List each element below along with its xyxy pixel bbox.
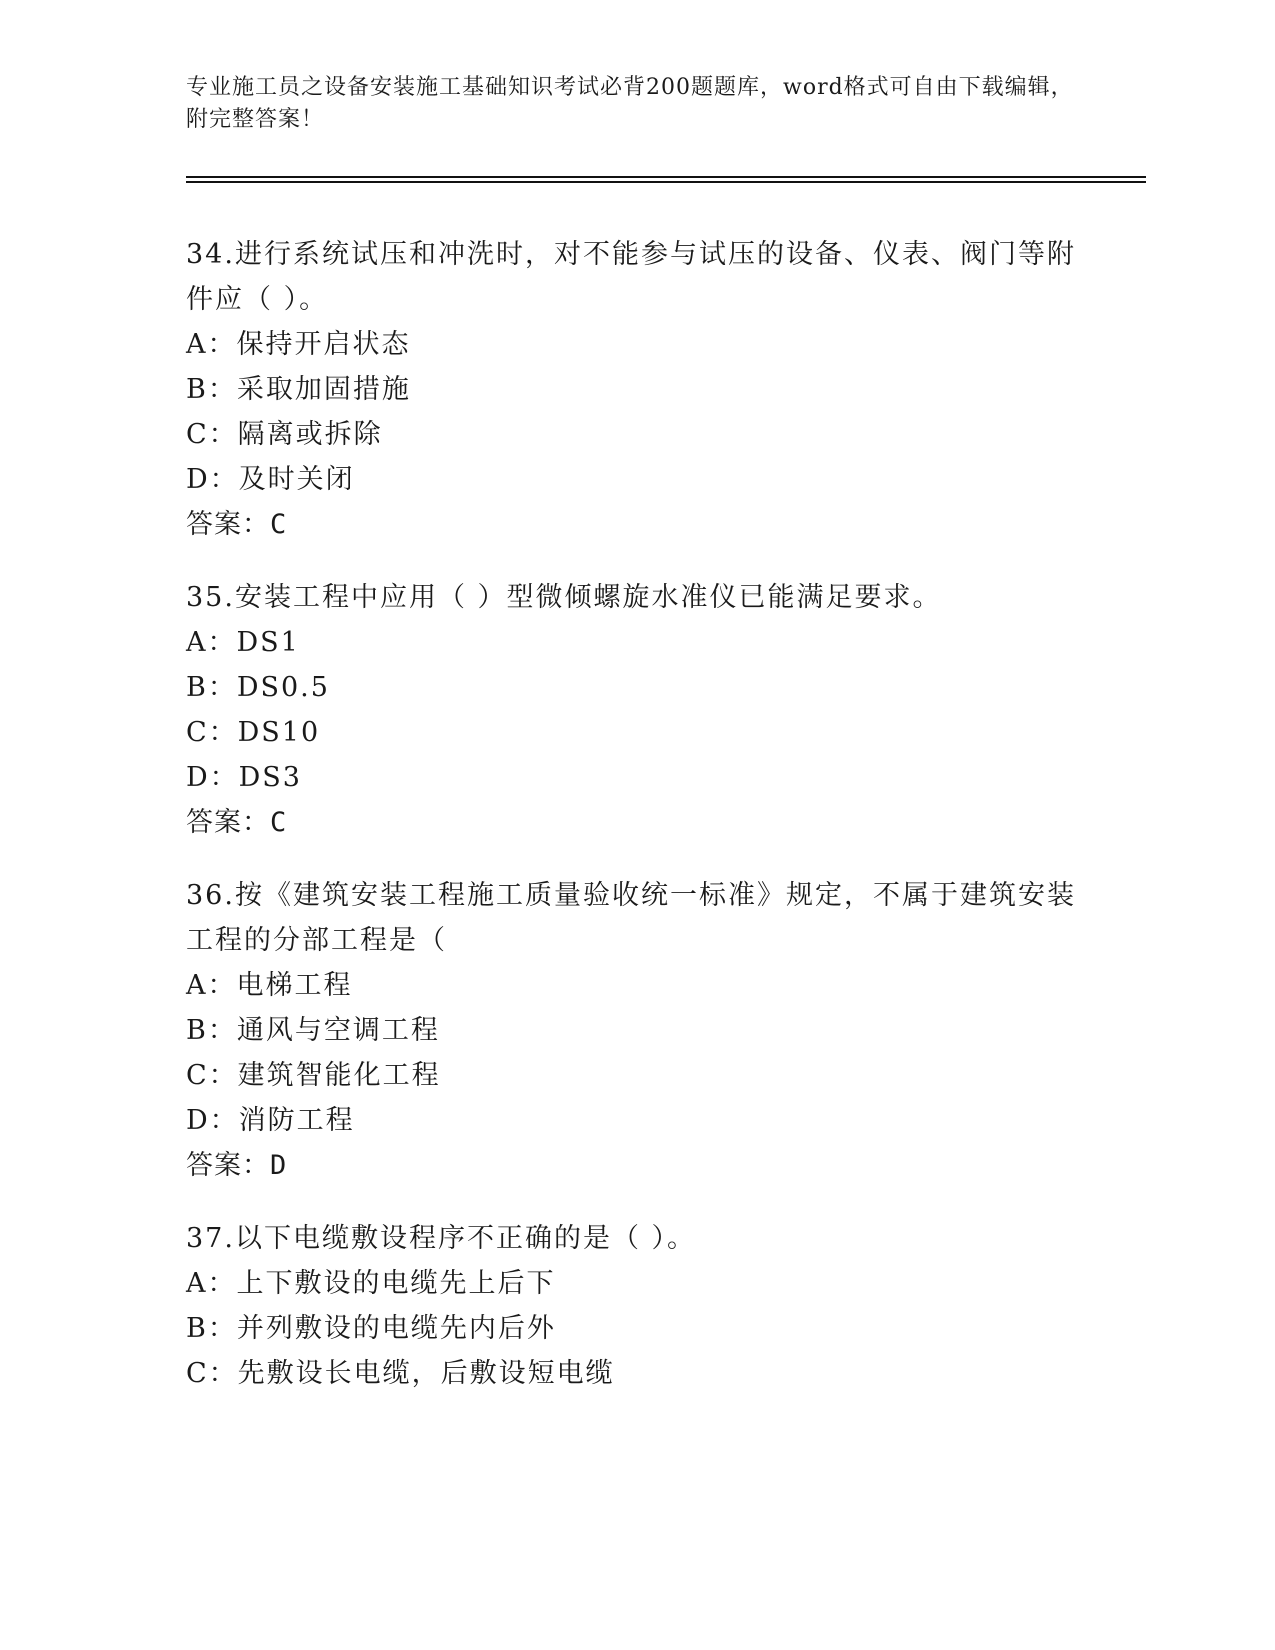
question-stem: 34.进行系统试压和冲洗时，对不能参与试压的设备、仪表、阀门等附件应（ ）。 xyxy=(186,239,1076,315)
option-c: C：隔离或拆除 xyxy=(186,419,383,450)
answer-line: 答案：D xyxy=(186,1150,288,1181)
question-37 xyxy=(186,1216,1086,1396)
option-d: D：及时关闭 xyxy=(186,464,355,495)
document-header: 专业施工员之设备安装施工基础知识考试必背200题题库，word格式可自由下载编辑，附完整答案！ xyxy=(186,75,1074,132)
header-divider-bottom xyxy=(186,181,1146,183)
option-d: D：DS3 xyxy=(186,762,302,793)
question-stem: 35.安装工程中应用（ ）型微倾螺旋水准仪已能满足要求。 xyxy=(186,582,942,613)
question-34 xyxy=(186,232,1086,547)
answer-line: 答案：C xyxy=(186,509,288,540)
option-c: C：DS10 xyxy=(186,717,321,748)
question-stem: 36.按《建筑安装工程施工质量验收统一标准》规定，不属于建筑安装工程的分部工程是（ xyxy=(186,880,1076,956)
option-b: B：并列敷设的电缆先内后外 xyxy=(186,1313,556,1344)
option-c: C：建筑智能化工程 xyxy=(186,1060,441,1091)
question-35 xyxy=(186,575,1086,845)
header-divider-top xyxy=(186,176,1146,178)
answer-line: 答案：C xyxy=(186,807,288,838)
question-36 xyxy=(186,873,1086,1188)
question-stem: 37.以下电缆敷设程序不正确的是（ ）。 xyxy=(186,1223,697,1254)
option-b: B：通风与空调工程 xyxy=(186,1015,440,1046)
option-d: D：消防工程 xyxy=(186,1105,355,1136)
option-b: B：DS0.5 xyxy=(186,672,330,703)
option-b: B：采取加固措施 xyxy=(186,374,411,405)
option-a: A：上下敷设的电缆先上后下 xyxy=(186,1268,556,1299)
option-a: A：电梯工程 xyxy=(186,970,353,1001)
option-c: C：先敷设长电缆，后敷设短电缆 xyxy=(186,1358,615,1389)
option-a: A：DS1 xyxy=(186,627,300,658)
option-a: A：保持开启状态 xyxy=(186,329,411,360)
question-list xyxy=(186,232,1086,1424)
